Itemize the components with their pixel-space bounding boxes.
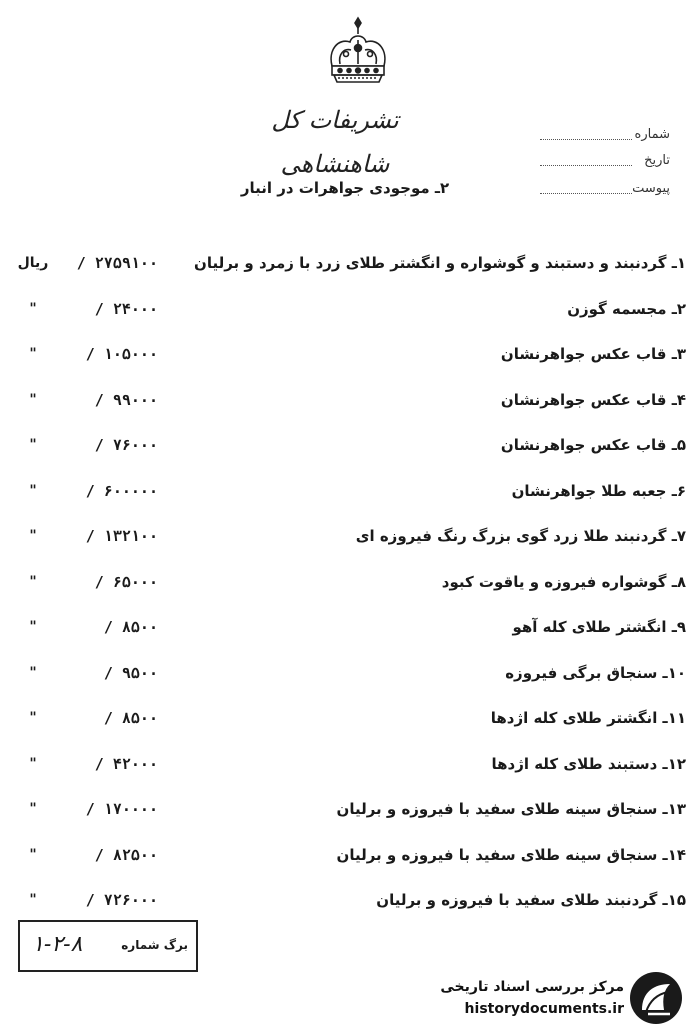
list-item [0,705,700,751]
list-item [0,478,700,524]
item-unit: " [29,437,37,453]
archive-logo-icon [628,970,684,1026]
sheet-number-box [18,920,198,972]
item-unit: ریال [17,255,49,271]
item-amount: / ۶۵۰۰۰ [94,572,158,591]
item-description: ۱۳ـ سنجاق سینه طلای سفید با فیروزه و برلیان [336,800,686,818]
item-description: ۸ـ گوشواره فیروزه و یاقوت کبود [441,572,686,591]
item-description: ۱۴ـ سنجاق سینه طلای سفید با فیروزه و برلیان [336,845,686,864]
item-amount: / ۹۹۰۰۰ [94,390,158,409]
list-item [0,751,700,797]
meta-number-field [540,124,670,146]
item-unit: " [29,391,37,408]
item-amount: / ۱۳۲۱۰۰ [85,527,158,545]
list-item [0,296,700,342]
item-description: ۳ـ قاب عکس جواهرنشان [500,345,686,363]
office-title: تشریفات کل شاهنشاهی [271,106,399,178]
section-heading: ۲ـ موجودی جواهرات در انبار [240,179,450,197]
list-item [0,341,700,387]
item-unit: " [29,482,37,499]
item-unit: " [29,528,37,544]
item-amount: / ۸۲۵۰۰ [94,845,158,864]
item-unit: " [29,300,37,317]
item-amount: / ۹۵۰۰ [103,663,158,682]
list-item [0,660,700,706]
item-description: ۱۰ـ سنجاق برگی فیروزه [505,663,686,682]
sheet-number-label: برگ شماره [121,938,188,952]
item-amount: / ۱۷۰۰۰۰ [85,800,158,818]
item-unit: " [29,755,37,772]
list-item [0,523,700,569]
item-unit: " [29,846,37,863]
item-unit: " [29,801,37,817]
list-item [0,387,700,433]
item-amount: / ۴۲۰۰۰ [94,754,158,773]
meta-number-label: شماره [634,127,670,142]
item-description: ۵ـ قاب عکس جواهرنشان [500,436,686,454]
meta-attachment-label: پیوست [632,181,670,196]
item-amount: / ۸۵۰۰ [103,709,158,727]
watermark [404,976,624,1026]
list-item [0,569,700,615]
item-amount: / ۱۰۵۰۰۰ [85,345,158,363]
list-item [0,614,700,660]
list-item [0,796,700,842]
item-description: ۴ـ قاب عکس جواهرنشان [500,390,686,409]
item-unit: " [29,346,37,362]
item-amount: / ۶۰۰۰۰۰ [85,481,158,500]
meta-attachment-field [540,178,670,200]
item-description: ۱۱ـ انگشتر طلای کله اژدها [490,709,686,727]
item-amount: / ۷۲۶۰۰۰ [85,891,158,909]
meta-date-field [540,150,670,172]
inventory-list [0,250,700,933]
dotted-line [540,165,632,166]
item-description: ۶ـ جعبه طلا جواهرنشان [511,481,686,500]
item-description: ۱۲ـ دستبند طلای کله اژدها [491,754,686,773]
meta-date-label: تاریخ [644,153,670,168]
item-unit: " [29,664,37,681]
list-item [0,842,700,888]
item-description: ۷ـ گردنبند طلا زرد گوی بزرگ رنگ فیروزه ای [355,527,686,545]
item-description: ۱ـ گردنبند و دستبند و گوشواره و انگشتر طلای زرد با زمرد و برلیان [194,254,686,272]
watermark-url: historydocuments.ir [464,1001,624,1017]
item-unit: " [29,710,37,726]
item-unit: " [29,619,37,635]
dotted-line [540,139,632,140]
item-description: ۲ـ مجسمه گوزن [567,299,686,318]
item-unit: " [29,892,37,908]
item-amount: / ۲۷۵۹۱۰۰ [76,254,158,272]
item-amount: / ۸۵۰۰ [103,618,158,636]
item-amount: / ۷۶۰۰۰ [94,436,158,454]
list-item [0,432,700,478]
sheet-number-value: ۱-۲-۸ [32,932,83,957]
list-item [0,250,700,296]
crown-emblem-icon [318,14,398,86]
dotted-line [540,193,632,194]
item-description: ۹ـ انگشتر طلای کله آهو [512,618,686,636]
watermark-title: مرکز بررسی اسناد تاریخی [440,979,624,995]
item-unit: " [29,573,37,590]
item-description: ۱۵ـ گردنبند طلای سفید با فیروزه و برلیان [376,891,686,909]
item-amount: / ۲۴۰۰۰ [94,299,158,318]
